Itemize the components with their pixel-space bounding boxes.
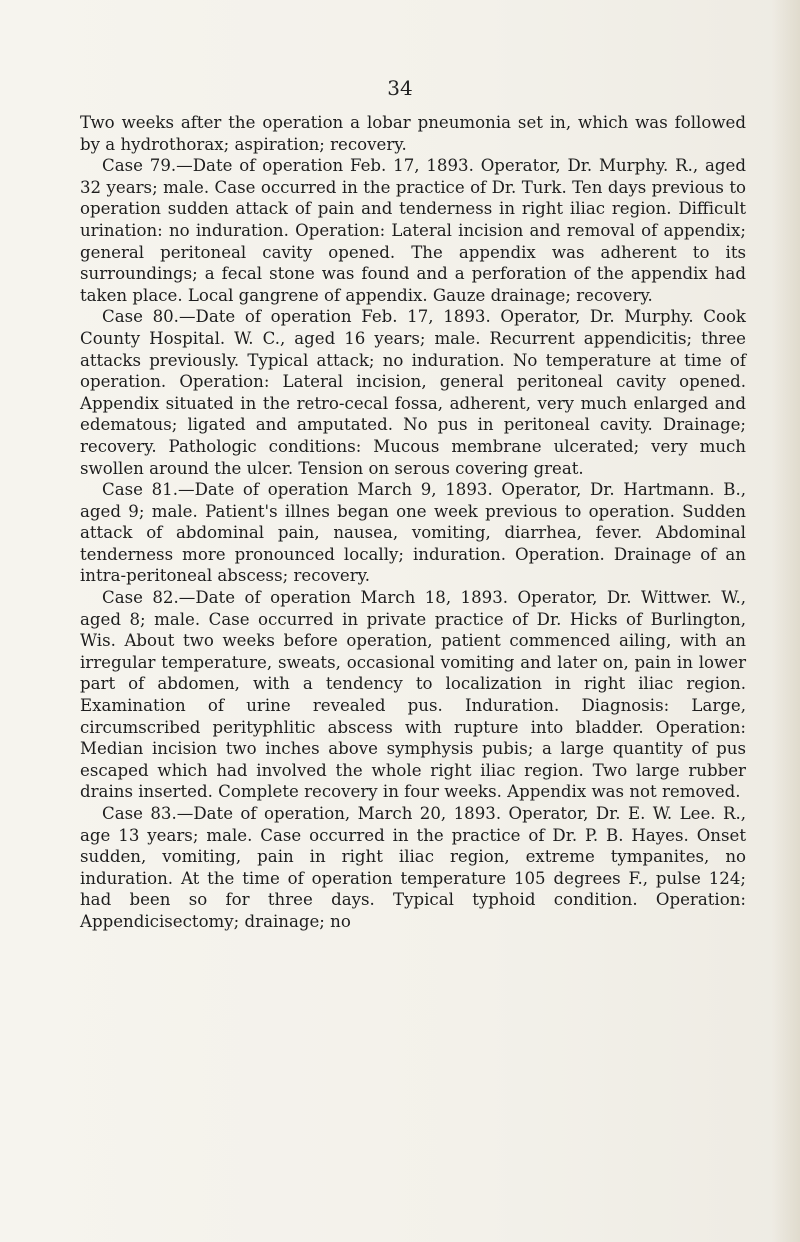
paragraph-case-83: Case 83.—Date of operation, March 20, 1893. Operator, Dr. E. W. Lee. R., age 13 years; male. Case occurred in the practice of Dr. P. B. Hayes. Onset sudden, vomiting, pain in right iliac region, extreme tympanites, no induration. At the time of operation temperature 105 degrees F., pulse 124; had been so for three days. Typical typhoid condition. Operation: Appendicisectomy; drainage; no <box>80 804 746 931</box>
page-body-text <box>80 112 746 933</box>
paragraph-case-79: Case 79.—Date of operation Feb. 17, 1893. Operator, Dr. Murphy. R., aged 32 years; male. Case occurred in the practice of Dr. Turk. Ten days previous to operation sudden attack of pain and tenderness in right iliac region. Difficult urination: no induration. Operation: Lateral incision and removal of appendix; general peritoneal cavity opened. The appendix was adherent to its surroundings; a fecal stone was found and a perforation of the appendix had taken place. Local gangrene of appendix. Gauze drainage; recovery. <box>80 156 746 305</box>
page-edge-shadow <box>772 0 800 1242</box>
paragraph-case-81: Case 81.—Date of operation March 9, 1893. Operator, Dr. Hartmann. B., aged 9; male. Patient's illnes began one week previous to operation. Sudden attack of abdominal pain, nausea, vomiting, diarrhea, fever. Abdominal tenderness more pronounced locally; induration. Operation. Drainage of an intra-peritoneal abscess; recovery. <box>80 480 746 586</box>
page-number: 34 <box>387 76 413 100</box>
paragraph-case-80: Case 80.—Date of operation Feb. 17, 1893. Operator, Dr. Murphy. Cook County Hospital. W. C., aged 16 years; male. Recurrent appendicitis; three attacks previously. Typical attack; no induration. No temperature at time of operation. Operation: Lateral incision, general peritoneal cavity opened. Appendix situated in the retro-cecal fossa, adherent, very much enlarged and edematous; ligated and amputated. No pus in peritoneal cavity. Drainage; recovery. Pathologic conditions: Mucous membrane ulcerated; very much swollen around the ulcer. Tension on serous covering great. <box>80 307 746 478</box>
paragraph-continuation: Two weeks after the operation a lobar pneumonia set in, which was followed by a hydrothorax; aspiration; recovery. <box>80 113 746 154</box>
paragraph-case-82: Case 82.—Date of operation March 18, 1893. Operator, Dr. Wittwer. W., aged 8; male. Case occurred in private practice of Dr. Hicks of Burlington, Wis. About two weeks before operation, patient commenced ailing, with an irregular temperature, sweats, occasional vomiting and later on, pain in lower part of abdomen, with a tendency to localization in right iliac region. Examination of urine revealed pus. Induration. Diagnosis: Large, circumscribed perityphlitic abscess with rupture into bladder. Operation: Median incision two inches above symphysis pubis; a large quantity of pus escaped which had involved the whole right iliac region. Two large rubber drains inserted. Complete recovery in four weeks. Appendix was not removed. <box>80 588 746 802</box>
